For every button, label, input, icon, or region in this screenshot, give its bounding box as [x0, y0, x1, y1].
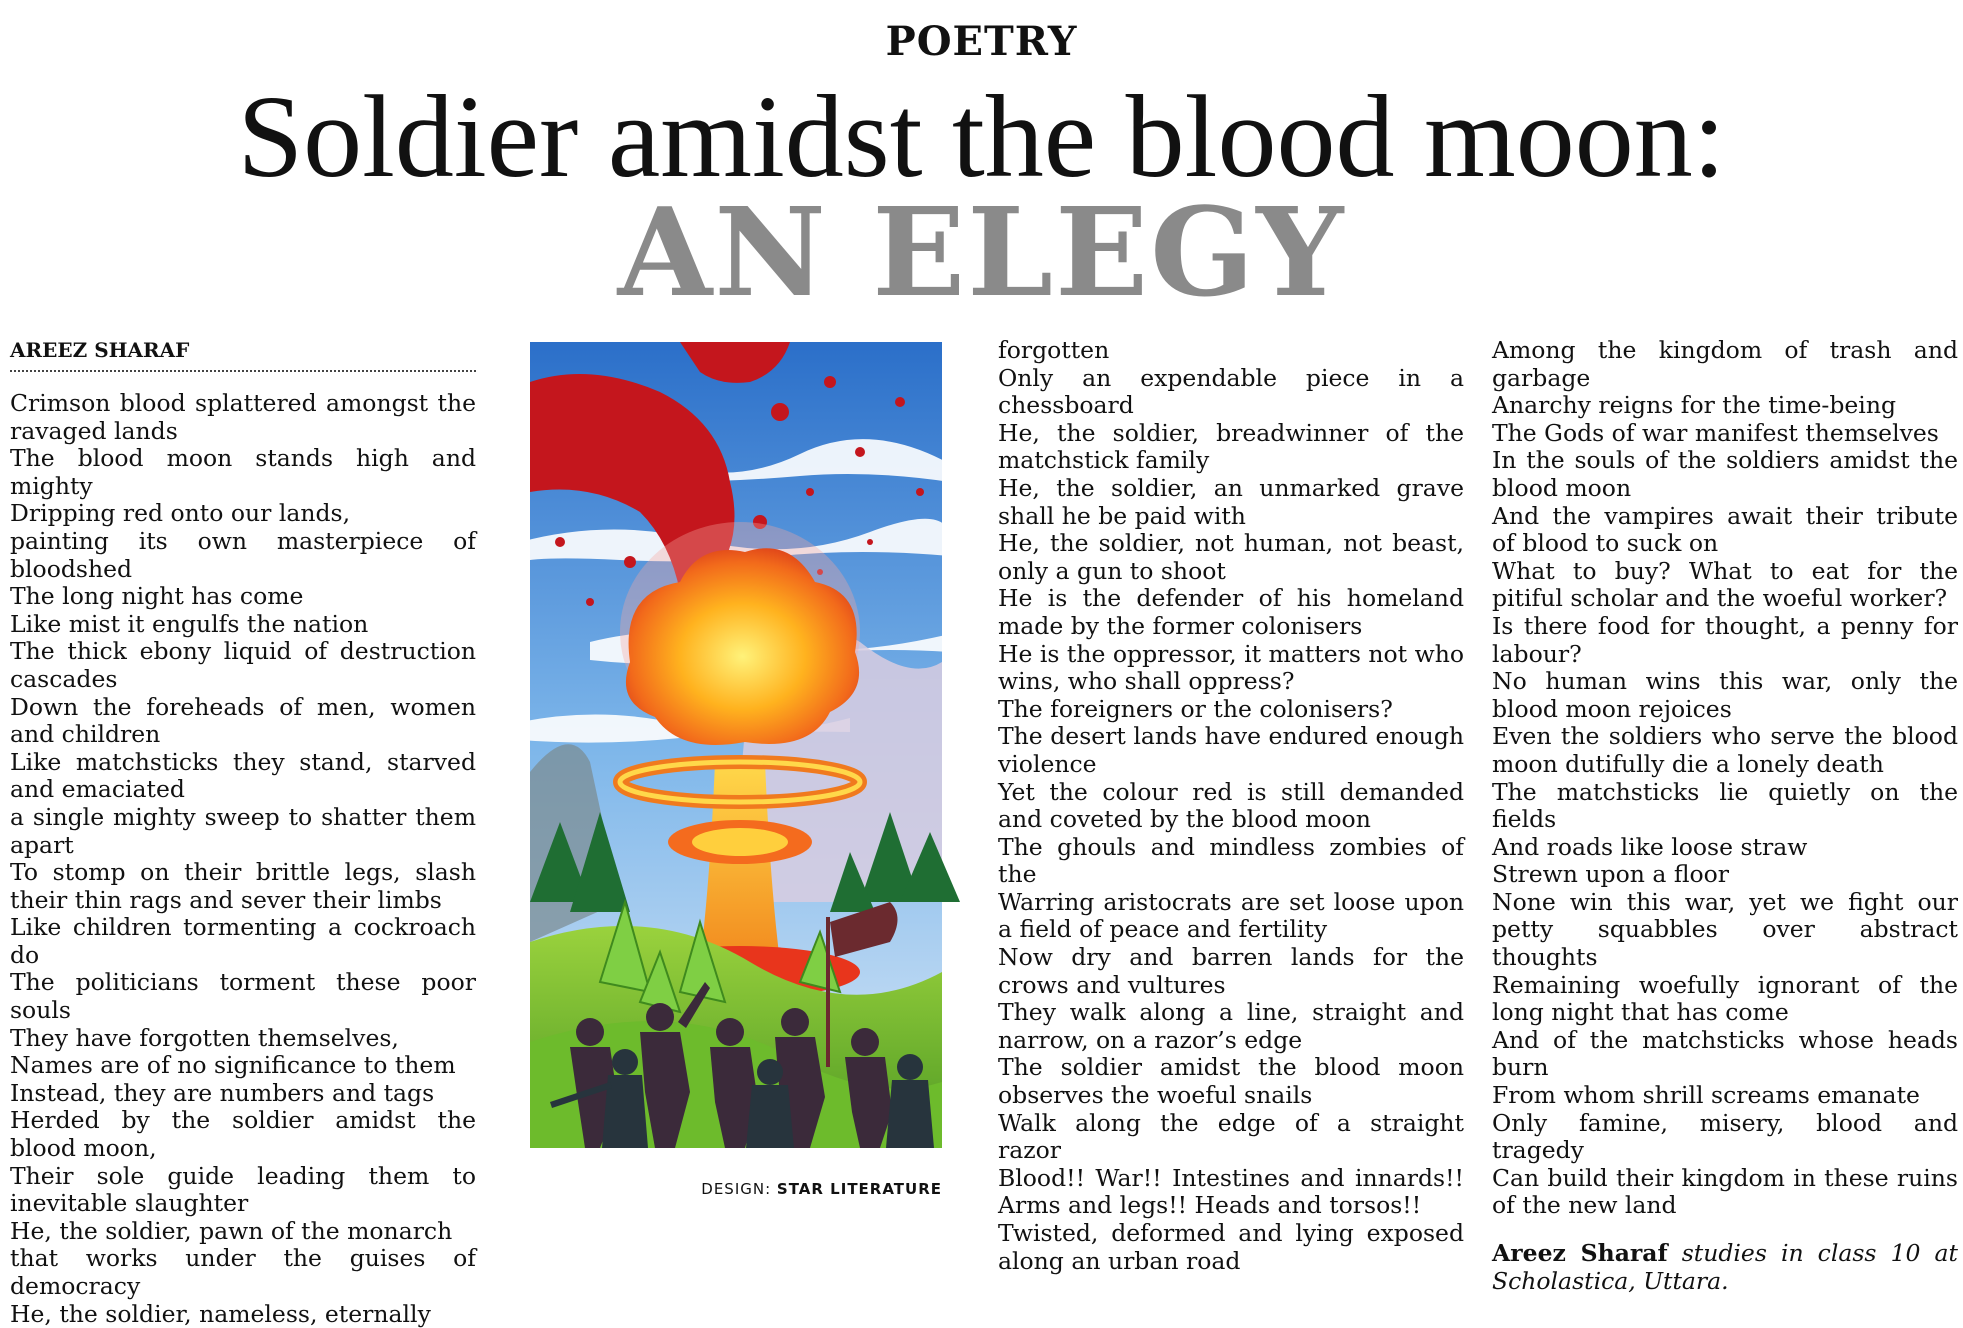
section-label: POETRY: [885, 18, 1078, 65]
poem-line: The soldier amidst the blood moon observes the woeful snails: [998, 1053, 1464, 1110]
poem-line: The thick ebony liquid of destruction cascades: [10, 637, 476, 693]
poem-line: The desert lands have endured enough violence: [998, 722, 1464, 778]
illustration: [530, 342, 942, 1148]
poem-line: painting its own masterpiece of bloodshed: [10, 526, 476, 583]
poem-line: The Gods of war manifest themselves: [1492, 418, 1939, 447]
poem-column-1: [10, 389, 476, 1328]
design-credit: DESIGN: STAR LITERATURE: [701, 1180, 942, 1198]
poem-line: Twisted, deformed and lying exposed along an urban road: [998, 1219, 1464, 1275]
poem-line: Their sole guide leading them to inevitable slaughter: [10, 1161, 476, 1218]
poem-line: a single mighty sweep to shatter them apart: [10, 802, 476, 859]
poem-line: He, the soldier, breadwinner of the matchstick family: [998, 418, 1464, 475]
poem-line: He is the defender of his homeland made by the former colonisers: [998, 584, 1464, 640]
poem-column-3-lines: [1492, 337, 1958, 1220]
poem-line: He is the oppressor, it matters not who wins, who shall oppress?: [998, 639, 1464, 696]
poem-line: Now dry and barren lands for the crows and vultures: [998, 943, 1464, 999]
poem-line: Like matchsticks they stand, starved and emaciated: [10, 747, 476, 804]
poem-line: The blood moon stands high and mighty: [10, 444, 476, 500]
poem-line: Dripping red onto our lands,: [10, 499, 351, 528]
poem-line: Remaining woefully ignorant of the long night that has come: [1492, 970, 1958, 1027]
poem-line: Anarchy reigns for the time-being: [1492, 391, 1896, 420]
poem-line: He, the soldier, an unmarked grave shall he be paid with: [998, 473, 1464, 530]
poem-line: They have forgotten themselves,: [10, 1023, 399, 1052]
poem-line: Crimson blood splattered amongst the ravaged lands: [10, 389, 476, 445]
poem-column-2: [998, 336, 1464, 1275]
author-bio: Areez Sharaf studies in class 10 at Scholastica, Uttara.: [1492, 1239, 1958, 1295]
poem-line: Even the soldiers who serve the blood moon dutifully die a lonely death: [1492, 722, 1958, 778]
byline: AREEZ SHARAF: [10, 338, 476, 372]
poem-line: Like mist it engulfs the nation: [10, 609, 369, 638]
poem-line: In the souls of the soldiers amidst the blood moon: [1492, 446, 1958, 502]
poem-line: Warring aristocrats are set loose upon a field of peace and fertility: [998, 887, 1464, 944]
poem-line: He, the soldier, not human, not beast, only a gun to shoot: [998, 529, 1464, 585]
poem-line: Herded by the soldier amidst the blood moon,: [10, 1106, 476, 1163]
poem-line: Can build their kingdom in these ruins of the new land: [1492, 1163, 1958, 1220]
poem-line: The long night has come: [10, 582, 304, 611]
poem-line: The ghouls and mindless zombies of the: [998, 832, 1464, 889]
poem-line: Only famine, misery, blood and tragedy: [1492, 1108, 1958, 1165]
poem-line: Is there food for thought, a penny for labour?: [1492, 611, 1958, 668]
poem-line: And of the matchsticks whose heads burn: [1492, 1025, 1958, 1082]
poem-line: From whom shrill screams emanate: [1492, 1081, 1920, 1110]
poem-line: And roads like loose straw: [1492, 832, 1808, 861]
poem-line: that works under the guises of democracy: [10, 1244, 476, 1300]
poem-line: And the vampires await their tribute of blood to suck on: [1492, 501, 1958, 558]
poem-line: No human wins this war, only the blood moon rejoices: [1492, 667, 1958, 723]
poem-line: Among the kingdom of trash and garbage: [1492, 336, 1958, 392]
subheadline: AN ELEGY: [617, 180, 1346, 324]
poem-line: The politicians torment these poor souls: [10, 968, 476, 1025]
poem-line: None win this war, yet we fight our petty squabbles over abstract thoughts: [1492, 887, 1958, 972]
poem-line: Strewn upon a floor: [1492, 860, 1730, 889]
poem-line: He, the soldier, nameless, eternally: [10, 1299, 431, 1328]
headline: Soldier amidst the blood moon:: [237, 71, 1726, 202]
poem-line: The matchsticks lie quietly on the fields: [1492, 777, 1958, 834]
poem-line: The foreigners or the colonisers?: [998, 694, 1393, 723]
poem-line: To stomp on their brittle legs, slash their thin rags and sever their limbs: [10, 858, 476, 914]
poem-line: Only an expendable piece in a chessboard: [998, 363, 1464, 420]
poem-line: forgotten: [998, 336, 1110, 364]
poem-line: Like children tormenting a cockroach do: [10, 913, 476, 969]
poem-line: Instead, they are numbers and tags: [10, 1078, 435, 1107]
poem-line: He, the soldier, pawn of the monarch: [10, 1216, 453, 1245]
poem-line: Names are of no significance to them: [10, 1051, 456, 1080]
poem-line: Walk along the edge of a straight razor: [998, 1108, 1464, 1165]
poem-line: Down the foreheads of men, women and children: [10, 692, 476, 749]
poem-line: What to buy? What to eat for the pitiful scholar and the woeful worker?: [1492, 556, 1958, 613]
poem-line: Yet the colour red is still demanded and coveted by the blood moon: [998, 777, 1464, 834]
poem-line: They walk along a line, straight and narrow, on a razor’s edge: [998, 998, 1464, 1054]
poem-line: Blood!! War!! Intestines and innards!! Arms and legs!! Heads and torsos!!: [998, 1163, 1464, 1220]
poem-column-3: [1492, 336, 1958, 1295]
